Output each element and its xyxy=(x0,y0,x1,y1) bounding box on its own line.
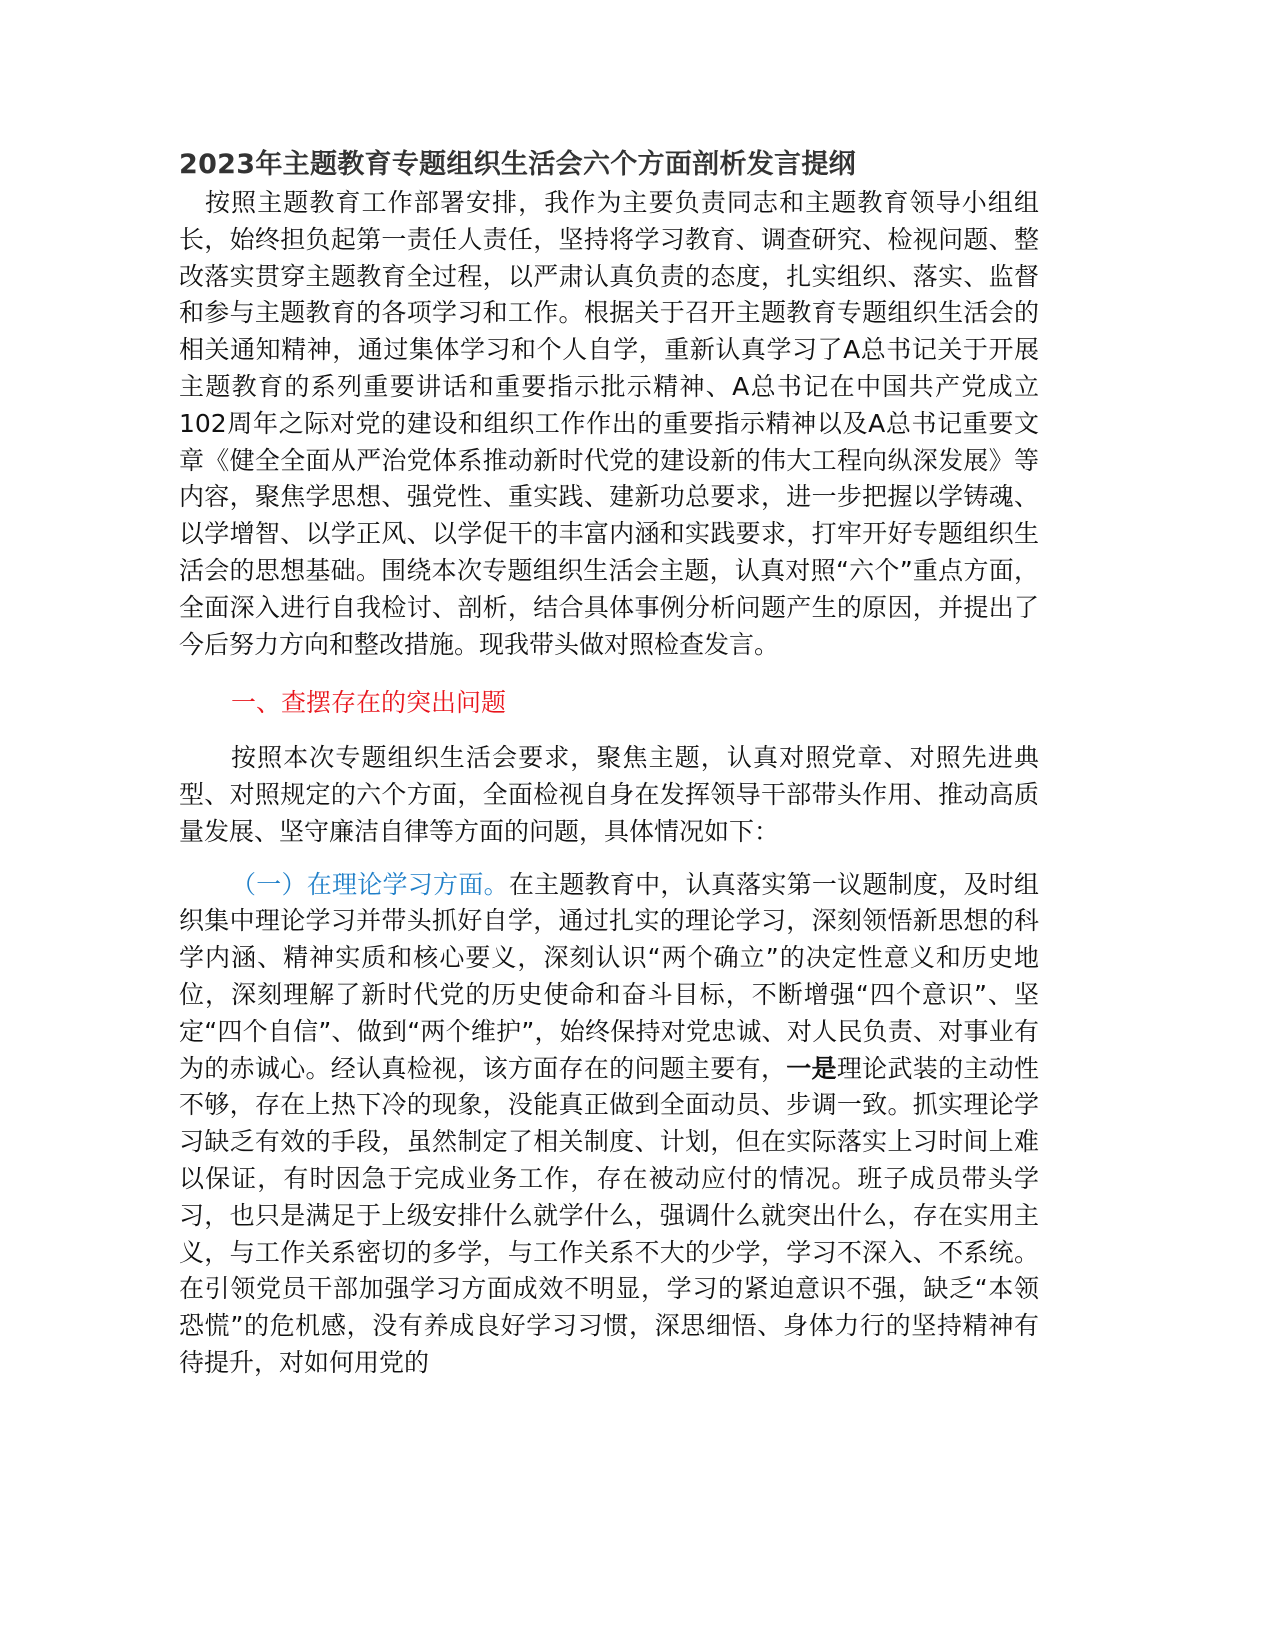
sub-bold-label: 一是 xyxy=(786,1053,837,1083)
sub-text-part-1: 在主题教育中，认真落实第一议题制度，及时组织集中理论学习并带头抓好自学，通过扎实的理论学习，深刻领悟新思想的科学内涵、精神实质和核心要义，深刻认识“两个确立”的决定性意义和历史地位，深刻理解了新时代党的历史使命和奋斗目标，不断增强“四个意识”、坚定“四个自信”、做到“两个维护”，始终保持对党忠诚、对人民负责、对事业有为的赤诚心。经认真检视，该方面存在的问题主要有， xyxy=(179,869,1039,1083)
section-heading: 一、查摆存在的突出问题 xyxy=(231,688,507,718)
sub-text-part-2: 理论武装的主动性不够，存在上热下冷的现象，没能真正做到全面动员、步调一致。抓实理论学习缺乏有效的手段，虽然制定了相关制度、计划，但在实际落实上习时间上难以保证，有时因急于完成业务工作，存在被动应付的情况。班子成员带头学习，也只是满足于上级安排什么就学什么，强调什么就突出什么，存在实用主义，与工作关系密切的多学，与工作关系不大的少学，学习不深入、不系统。在引领党员干部加强学习方面成效不明显，学习的紧迫意识不强，缺乏“本领恐慌”的危机感，没有养成良好学习习惯，深思细悟、身体力行的坚持精神有待提升，对如何用党的 xyxy=(179,1053,1039,1377)
document-page xyxy=(179,145,1039,1382)
theory-study-paragraph xyxy=(179,867,1039,1382)
sub-heading: （一）在理论学习方面。 xyxy=(231,869,509,899)
intro-paragraph: 按照主题教育工作部署安排，我作为主要负责同志和主题教育领导小组组长，始终担负起第一责任人责任，坚持将学习教育、调查研究、检视问题、整改落实贯穿主题教育全过程，以严肃认真负责的态度，扎实组织、落实、监督和参与主题教育的各项学习和工作。根据关于召开主题教育专题组织生活会的相关通知精神，通过集体学习和个人自学，重新认真学习了A总书记关于开展主题教育的系列重要讲话和重要指示批示精神、A总书记在中国共产党成立102周年之际对党的建设和组织工作作出的重要指示精神以及A总书记重要文章《健全全面从严治党体系推动新时代党的建设新的伟大工程向纵深发展》等内容，聚焦学思想、强党性、重实践、建新功总要求，进一步把握以学铸魂、以学增智、以学正风、以学促干的丰富内涵和实践要求，打牢开好专题组织生活会的思想基础。围绕本次专题组织生活会主题，认真对照“六个”重点方面，全面深入进行自我检讨、剖析，结合具体事例分析问题产生的原因，并提出了今后努力方向和整改措施。现我带头做对照检查发言。 xyxy=(179,188,1039,659)
document-title: 2023年主题教育专题组织生活会六个方面剖析发言提纲 xyxy=(179,149,856,180)
section-intro-paragraph: 按照本次专题组织生活会要求，聚焦主题，认真对照党章、对照先进典型、对照规定的六个方面，全面检视自身在发挥领导干部带头作用、推动高质量发展、坚守廉洁自律等方面的问题，具体情况如下： xyxy=(179,743,1039,846)
